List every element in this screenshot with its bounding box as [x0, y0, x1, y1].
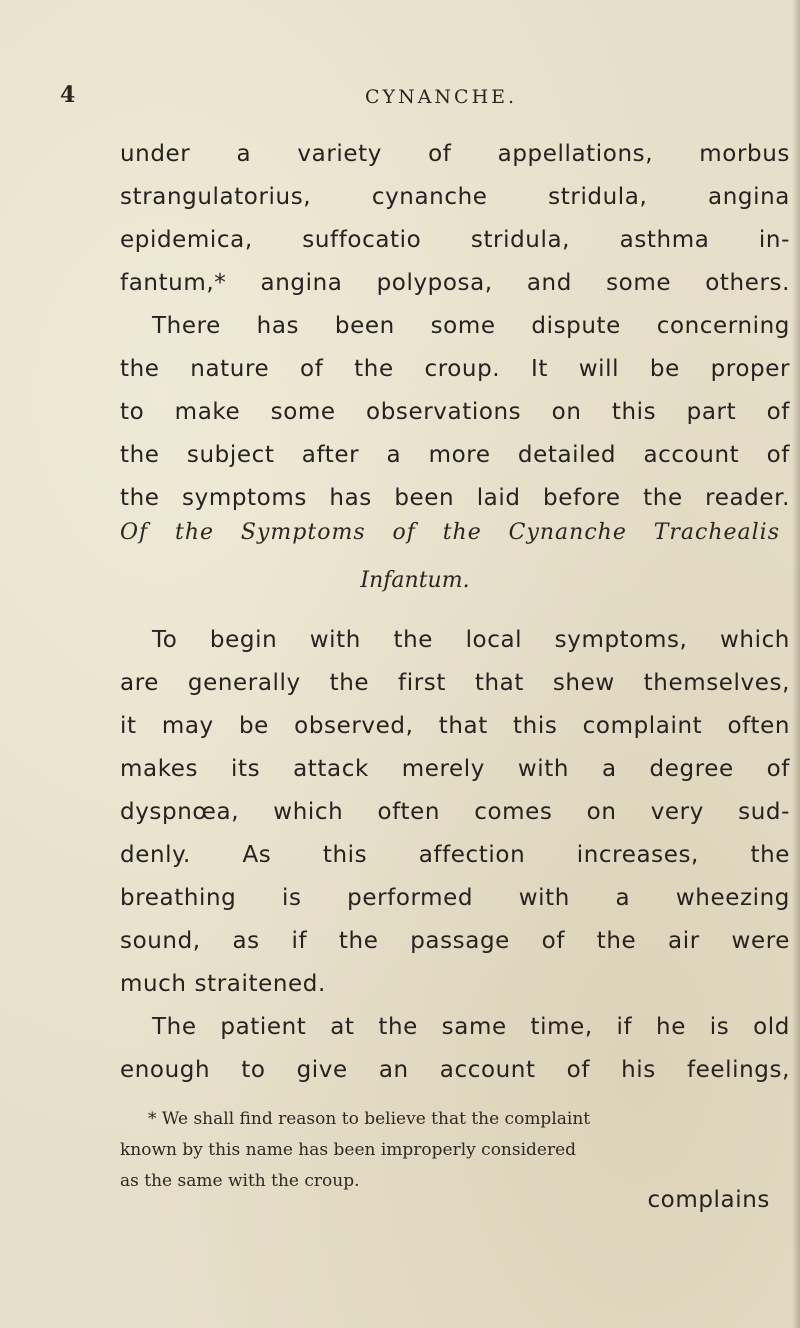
page-header — [60, 82, 760, 112]
text-line: strangulatorius, cynanche stridula, angina — [120, 184, 790, 210]
text-line: enough to give an account of his feelings, — [120, 1057, 790, 1083]
page-edge-shadow — [792, 0, 800, 1328]
text-line: sound, as if the passage of the air were — [120, 928, 790, 954]
footnote-line: known by this name has been improperly considered — [120, 1140, 577, 1160]
text-line: the nature of the croup. It will be proper — [120, 356, 790, 382]
catchword: complains — [647, 1187, 770, 1213]
text-line: epidemica, suffocatio stridula, asthma in- — [120, 227, 790, 253]
text-line: it may be observed, that this complaint often — [120, 713, 790, 739]
text-line: the symptoms has been laid before the reader. — [120, 485, 790, 511]
text-line: to make some observations on this part of — [120, 399, 790, 425]
running-title: CYNANCHE. — [365, 86, 518, 108]
text-line: To begin with the local symptoms, which — [152, 627, 790, 653]
text-line: dyspnœa, which often comes on very sud- — [120, 799, 790, 825]
section-heading-line: Of the Symptoms of the Cynanche Trachealis — [120, 520, 780, 545]
footnote-line: as the same with the croup. — [120, 1171, 360, 1191]
text-line: There has been some dispute concerning — [152, 313, 790, 339]
section-heading-line: Infantum. — [360, 568, 470, 593]
footnote-line: * We shall find reason to believe that the complaint — [148, 1109, 591, 1129]
text-line: breathing is performed with a wheezing — [120, 885, 790, 911]
page-number: 4 — [60, 82, 76, 108]
text-line: the subject after a more detailed account of — [120, 442, 790, 468]
text-line: are generally the first that shew themselves, — [120, 670, 790, 696]
text-line: under a variety of appellations, morbus — [120, 141, 790, 167]
text-line: denly. As this affection increases, the — [120, 842, 790, 868]
text-line: much straitened. — [120, 971, 326, 997]
text-line: The patient at the same time, if he is old — [152, 1014, 790, 1040]
text-line: makes its attack merely with a degree of — [120, 756, 790, 782]
text-line: fantum,* angina polyposa, and some others. — [120, 270, 790, 296]
